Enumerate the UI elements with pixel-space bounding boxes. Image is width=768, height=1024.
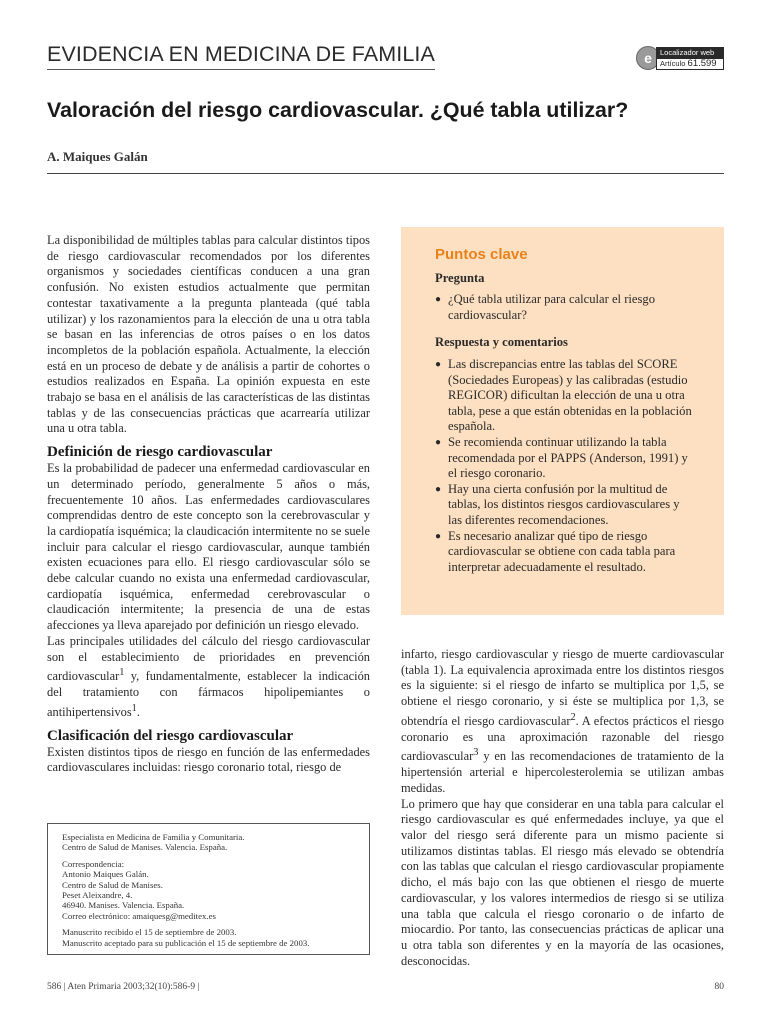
heading-classification: Clasificación del riesgo cardiovascular	[47, 727, 294, 744]
affiliation: Especialista en Medicina de Familia y Comunitaria. Centro de Salud de Manises. Valencia. España.	[62, 832, 245, 853]
page-footer-citation: 586 | Aten Primaria 2003;32(10):586-9 |	[47, 982, 200, 992]
key-points-box	[401, 227, 724, 615]
citation-ref: 1	[131, 702, 137, 714]
heading-definition: Definición de riesgo cardiovascular	[47, 444, 273, 461]
manuscript-dates: Manuscrito recibido el 15 de septiembre de 2003. Manuscrito aceptado para su publicación el 15 de septiembre de 2003.	[62, 927, 310, 948]
citation-ref: 1	[119, 667, 125, 679]
section-rule	[47, 69, 435, 70]
classification-paragraph: Existen distintos tipos de riesgo en función de las enfermedades cardiovasculares incluidas: riesgo coronario total, riesgo de	[47, 744, 370, 775]
author-footnote-box	[47, 823, 370, 955]
article-title: Valoración del riesgo cardiovascular. ¿Qué tabla utilizar?	[47, 98, 629, 122]
correspondence: Correspondencia: Antonio Maiques Galán. Centro de Salud de Manises. Peset Aleixandre, 4. 46940. Manises. Valencia. España. Correo electrónico: amaiquesg@meditex.es	[62, 859, 355, 921]
author-rule	[47, 173, 724, 174]
list-item: ● Se recomienda continuar utilizando la tabla recomendada por el PAPPS (Anderson, 1991) y el riesgo coronario.	[435, 435, 696, 482]
question-list	[435, 292, 696, 323]
citation-ref: 2	[570, 711, 576, 723]
list-item: ● ¿Qué tabla utilizar para calcular el riesgo cardiovascular?	[435, 292, 696, 323]
intro-paragraph: La disponibilidad de múltiples tablas para calcular distintos tipos de riesgo cardiovascular recomendados por los diferentes organismos y sociedades científicas conducen a una gran confusión. No existen estudios actualmente que permitan contestar taxativamente a la pregunta planteada (qué tabla utilizar) y los razonamientos para la elección de una u otra tabla se basan en las inferencias de otros países o en los datos incompletos de la población española. Actualmente, la elección está en un proceso de debate y de análisis a partir de cohortes o estudios realizados en España. La opinión expuesta en este trabajo se basa en el análisis de las características de las distintas tablas y de las consecuencias prácticas que acarrearía utilizar una u otra tabla.	[47, 233, 370, 436]
answer-heading: Respuesta y comentarios	[435, 335, 568, 350]
question-heading: Pregunta	[435, 270, 485, 285]
locator-label: Localizador web	[656, 47, 724, 58]
email-address: Correo electrónico: amaiquesg@meditex.es	[62, 910, 216, 921]
list-item: ● Es necesario analizar qué tipo de riesgo cardiovascular se obtiene con cada tabla para interpretar adecuadamente el resultado.	[435, 529, 696, 576]
page-number: 80	[714, 982, 724, 992]
article-author: A. Maiques Galán	[47, 149, 148, 164]
definition-paragraph: Es la probabilidad de padecer una enfermedad cardiovascular en un determinado período, generalmente 5 años o más, frecuentemente 10 años. Las enfermedades cardiovasculares comprendidas dentro de este concepto son la cerebrovascular y la cardiopatía isquémica; la claudicación intermitente no se suele incluir para calcular el riesgo cardiovascular, aunque también existen ecuaciones para ello. El riesgo cardiovascular sólo se debe calcular cuando no exista una enfermedad cardiovascular, cardiopatía isquémica, enfermedad cerebrovascular o claudicación intermitente; la presencia de una de estas afecciones ya lleva aparejado por definición un riesgo elevado.	[47, 461, 370, 633]
key-points-title: Puntos clave	[435, 246, 528, 263]
utilities-paragraph: Las principales utilidades del cálculo del riesgo cardiovascular son el establecimiento de prioridades en prevención cardiovascular$^1$ y, fundamentalmente, establecer la indicación del tratamiento con fármacos hipolipemiantes o antihipertensivos$^1$.	[47, 633, 370, 719]
locator-e-icon: e	[636, 46, 660, 70]
tables-paragraph: Lo primero que hay que considerar en una tabla para calcular el riesgo cardiovascular es qué enfermedades incluye, ya que el valor del riesgo será diferente para un mismo paciente si utilizamos distintas tablas. El riesgo más elevado se obtendría con las tablas que calculan el riesgo cardiovascular propiamente dicho, el más bajo con las que obtienen el riesgo de muerte cardiovascular, y los valores intermedios de riesgo si se utiliza una tabla que calcula el riesgo coronario o de infarto de miocardio. Por tanto, las consecuencias prácticas de aplicar una u otra tabla son diferentes y en la mayoría de las ocasiones, desconocidas.	[401, 796, 724, 968]
locator-article-number: Artículo 61.599	[656, 58, 724, 70]
list-item: ● Hay una cierta confusión por la multitud de tablas, los distintos riesgos cardiovasculares y las diferentes recomendaciones.	[435, 482, 696, 529]
equivalence-paragraph: infarto, riesgo cardiovascular y riesgo de muerte cardiovascular (tabla 1). La equivalencia aproximada entre los distintos riesgos es la siguiente: si el riesgo de infarto se multiplica por 1,5, se obtiene el riesgo coronario, y si éste se multiplica por 1,3, se obtendría el riesgo cardiovascular$^2$. A efectos prácticos el riesgo coronario es una aproximación razonable del riesgo cardiovascular$^3$ y en las recomendaciones de tratamiento de la hipertensión arterial e hipercolesterolemia se utilizan ambas medidas.	[401, 647, 724, 795]
list-item: ● Las discrepancias entre las tablas del SCORE (Sociedades Europeas) y las calibradas (estudio REGICOR) dificultan la elección de una u otra tabla, pese a que están obtenidas en la población española.	[435, 357, 696, 435]
citation-ref: 3	[473, 747, 479, 759]
left-column	[47, 233, 370, 776]
right-column	[401, 647, 724, 969]
answer-list	[435, 357, 696, 575]
section-title: EVIDENCIA EN MEDICINA DE FAMILIA	[47, 42, 435, 66]
web-locator-badge	[636, 46, 724, 70]
